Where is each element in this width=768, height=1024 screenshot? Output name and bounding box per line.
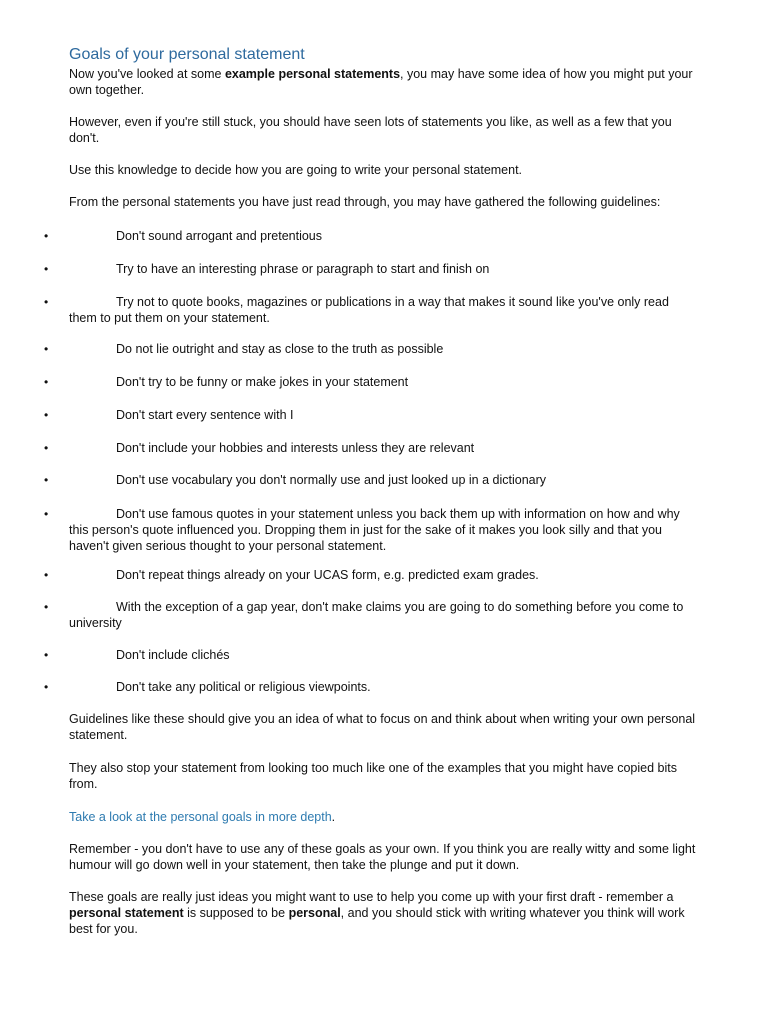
guideline-item [44, 506, 699, 554]
guideline-item [44, 261, 699, 277]
depth-link-paragraph [69, 809, 699, 825]
personal-emphasis: personal [288, 906, 341, 920]
guidelines-intro-paragraph: From the personal statements you have just read through, you may have gathered the following guidelines: [69, 195, 661, 209]
example-statements-emphasis: example personal statements [224, 67, 401, 81]
guideline-item [44, 599, 699, 631]
stop-copying-paragraph: They also stop your statement from looking too much like one of the examples that you might have copied bits from. [69, 761, 677, 791]
personal-statement-emphasis: personal statement [69, 906, 184, 920]
guideline-item [44, 341, 699, 357]
guideline-item [44, 294, 699, 326]
guideline-text: Try not to quote books, magazines or publications in a way that makes it sound like you've only read them to put them on your statement. [69, 295, 669, 325]
final-text-end: , and you should stick with writing whatever you think will work best for you. [69, 906, 685, 936]
guideline-item [44, 679, 699, 695]
guideline-text: Don't repeat things already on your UCAS form, e.g. predicted exam grades. [116, 568, 539, 582]
guidelines-summary-paragraph: Guidelines like these should give you an idea of what to focus on and think about when writing your own personal statement. [69, 712, 696, 742]
guideline-text: Don't use vocabulary you don't normally use and just looked up in a dictionary [116, 473, 547, 487]
final-text-start: These goals are really just ideas you might want to use to help you come up with your first draft - remember a [69, 890, 674, 904]
bullet-icon: • [44, 441, 49, 455]
guideline-item [44, 374, 699, 390]
guideline-text: Don't sound arrogant and pretentious [116, 229, 322, 243]
final-paragraph [69, 889, 699, 937]
intro-text-end: , you may have some idea of how you might put your own together. [69, 67, 693, 97]
bullet-icon: • [44, 648, 49, 662]
intro-text-start: Now you've looked at some [69, 67, 225, 81]
personal-goals-link[interactable]: Take a look at the personal goals in more depth [69, 810, 332, 824]
guideline-text: Do not lie outright and stay as close to the truth as possible [116, 342, 444, 356]
guideline-item [44, 407, 699, 423]
remember-paragraph: Remember - you don't have to use any of these goals as your own. If you think you are really witty and some light humour will go down well in your statement, then take the plunge and put it down. [69, 842, 696, 872]
guideline-text: Don't start every sentence with I [116, 408, 294, 422]
guideline-text: Don't take any political or religious viewpoints. [116, 680, 371, 694]
guideline-text: Don't include clichés [116, 648, 230, 662]
bullet-icon: • [44, 600, 49, 614]
guideline-item [44, 228, 699, 244]
bullet-icon: • [44, 375, 49, 389]
bullet-icon: • [44, 262, 49, 276]
link-period: . [331, 810, 336, 824]
bullet-icon: • [44, 342, 49, 356]
guideline-text: Try to have an interesting phrase or paragraph to start and finish on [116, 262, 490, 276]
guideline-item [44, 647, 699, 663]
final-text-mid: is supposed to be [183, 906, 289, 920]
bullet-icon: • [44, 229, 49, 243]
guideline-text: Don't try to be funny or make jokes in your statement [116, 375, 409, 389]
intro-paragraph [69, 66, 699, 98]
bullet-icon: • [44, 507, 49, 521]
bullet-icon: • [44, 680, 49, 694]
guideline-text: With the exception of a gap year, don't make claims you are going to do something before you come to university [69, 600, 684, 630]
guideline-item [44, 567, 699, 583]
bullet-icon: • [44, 408, 49, 422]
still-stuck-paragraph: However, even if you're still stuck, you should have seen lots of statements you like, as well as a few that you don't. [69, 115, 672, 145]
guideline-text: Don't include your hobbies and interests unless they are relevant [116, 441, 475, 455]
guideline-text: Don't use famous quotes in your statement unless you back them up with information on how and why this person's quote influenced you. Dropping them in just for the sake of it makes you look silly and that you haven't given serious thought to your personal statement. [69, 507, 680, 553]
guideline-item [44, 440, 699, 456]
use-knowledge-paragraph: Use this knowledge to decide how you are going to write your personal statement. [69, 163, 523, 177]
bullet-icon: • [44, 473, 49, 487]
bullet-icon: • [44, 568, 49, 582]
guideline-item [44, 472, 699, 488]
page-title: Goals of your personal statement [69, 46, 305, 63]
bullet-icon: • [44, 295, 49, 309]
